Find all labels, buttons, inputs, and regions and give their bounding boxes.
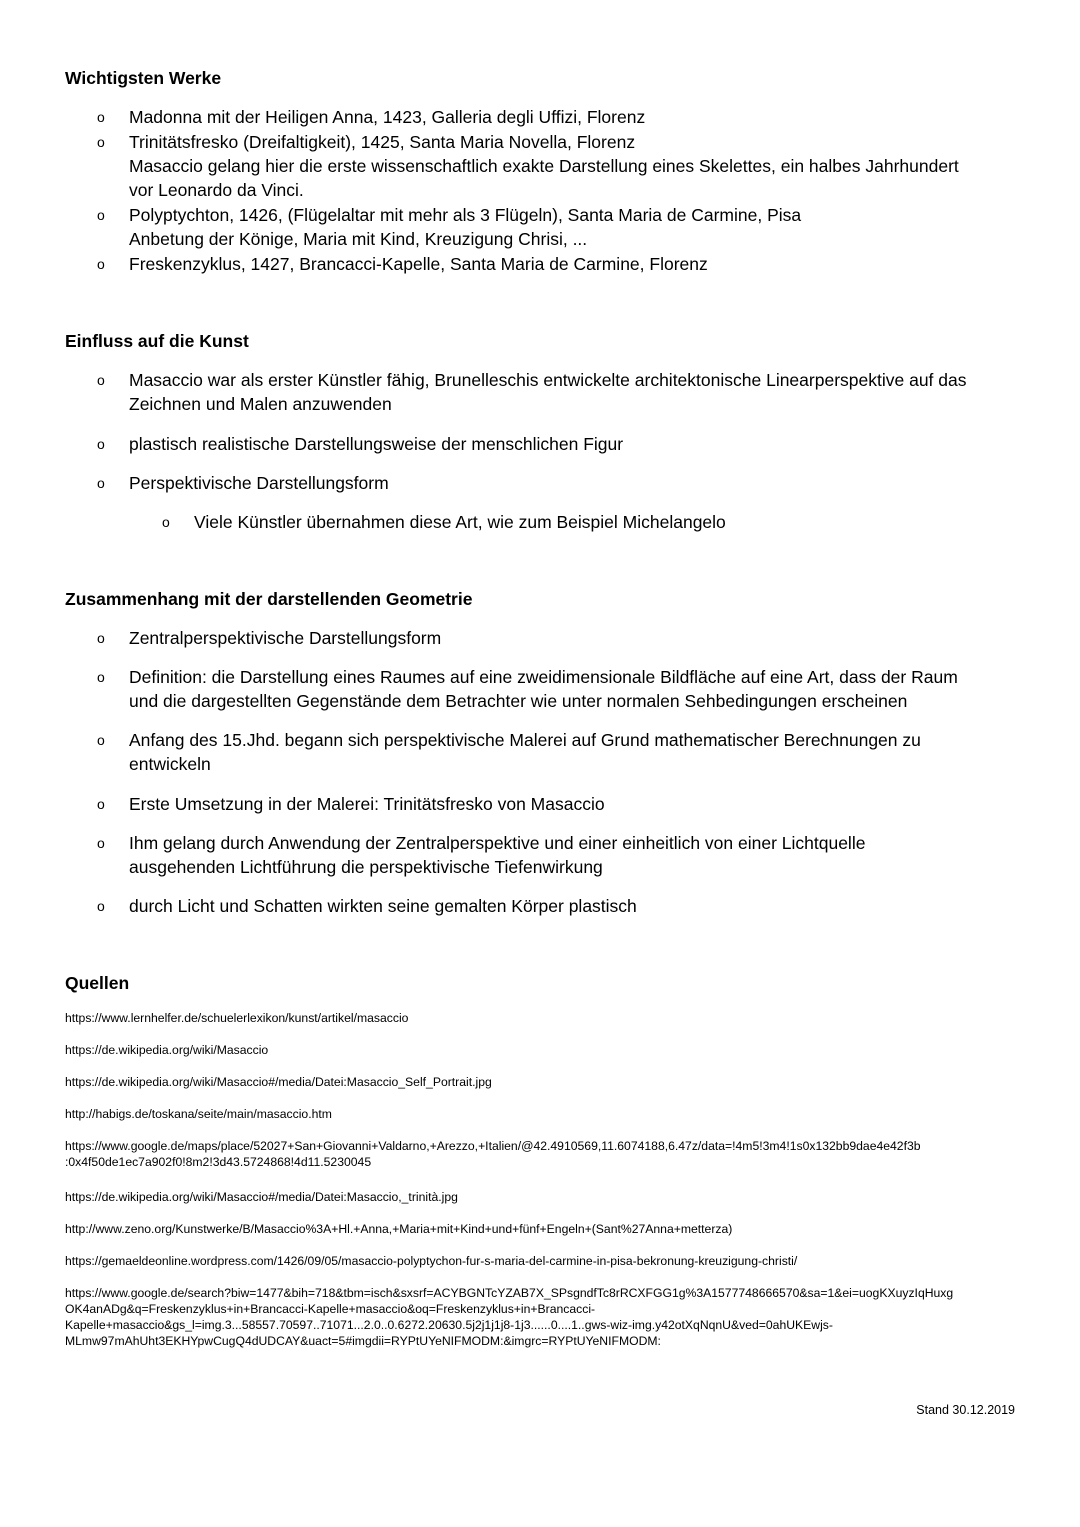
list-item-text: Definition: die Darstellung eines Raumes auf eine zweidimensionale Bildfläche auf eine Art, dass der Raum [129, 667, 958, 687]
bullet-icon: o [97, 732, 105, 748]
list-item-text: Zentralperspektivische Darstellungsform [129, 628, 442, 648]
list-item-text: Masaccio war als erster Künstler fähig, Brunelleschis entwickelte architektonische Linearperspektive auf das [129, 370, 967, 390]
bullet-icon: o [97, 669, 105, 685]
list-item-text: plastisch realistische Darstellungsweise der menschlichen Figur [129, 434, 624, 454]
source-line: http://habigs.de/toskana/seite/main/masaccio.htm [65, 1107, 332, 1121]
source-line: https://de.wikipedia.org/wiki/Masaccio [65, 1043, 269, 1057]
list-item-text: Perspektivische Darstellungsform [129, 473, 389, 493]
bullet-icon: o [97, 898, 105, 914]
heading-wichtigsten-werke: Wichtigsten Werke [65, 68, 222, 88]
list-item-text: Polyptychton, 1426, (Flügelaltar mit mehr als 3 Flügeln), Santa Maria de Carmine, Pisa [129, 205, 802, 225]
bullet-icon: o [162, 514, 170, 530]
source-link[interactable] [65, 1074, 1025, 1090]
list-item-text: Anfang des 15.Jhd. begann sich perspektivische Malerei auf Grund mathematischer Berechnungen zu [129, 730, 921, 750]
source-link[interactable] [65, 1221, 1025, 1237]
bullet-icon: o [97, 436, 105, 452]
source-link[interactable] [65, 1042, 1025, 1058]
source-line: :0x4f50de1ec7a902f0!8m2!3d43.5724868!4d11.5230045 [65, 1155, 372, 1169]
source-link[interactable] [65, 1285, 1025, 1349]
source-line: https://gemaeldeonline.wordpress.com/1426/09/05/masaccio-polyptychon-fur-s-maria-del-carmine-in-pisa-bekronung-kreuzigung-christi/ [65, 1254, 798, 1268]
heading-quellen: Quellen [65, 973, 130, 993]
source-link[interactable] [65, 1106, 1025, 1122]
source-line: https://www.lernhelfer.de/schuelerlexikon/kunst/artikel/masaccio [65, 1011, 409, 1025]
source-line: MLmw97mAhUht3EKHYpwCugQ4dUDCAY&uact=5#imgdii=RYPtUYeNIFMODM:&imgrc=RYPtUYeNIFMODM: [65, 1334, 661, 1348]
list-item-text: Madonna mit der Heiligen Anna, 1423, Galleria degli Uffizi, Florenz [129, 107, 646, 127]
bullet-icon: o [97, 372, 105, 388]
heading-einfluss-auf-die-kunst: Einfluss auf die Kunst [65, 331, 249, 351]
source-link[interactable] [65, 1010, 1025, 1026]
list-item-text: durch Licht und Schatten wirkten seine gemalten Körper plastisch [129, 896, 637, 916]
list-item-text: Viele Künstler übernahmen diese Art, wie zum Beispiel Michelangelo [194, 512, 726, 532]
bullet-icon: o [97, 207, 105, 223]
list-item-text: vor Leonardo da Vinci. [129, 180, 304, 200]
list-item-text: Trinitätsfresko (Dreifaltigkeit), 1425, Santa Maria Novella, Florenz [129, 132, 636, 152]
list-item-text: Freskenzyklus, 1427, Brancacci-Kapelle, Santa Maria de Carmine, Florenz [129, 254, 708, 274]
source-link[interactable] [65, 1138, 1025, 1170]
bullet-icon: o [97, 109, 105, 125]
list-item-text: und die dargestellten Gegenstände dem Betrachter wie unter normalen Sehbedingungen erscheinen [129, 691, 908, 711]
list-item-text: Anbetung der Könige, Maria mit Kind, Kreuzigung Chrisi, ... [129, 229, 588, 249]
bullet-icon: o [97, 256, 105, 272]
source-line: https://de.wikipedia.org/wiki/Masaccio#/media/Datei:Masaccio_Self_Portrait.jpg [65, 1075, 492, 1089]
list-item-text: Masaccio gelang hier die erste wissenschaftlich exakte Darstellung eines Skelettes, ein halbes Jahrhundert [129, 156, 959, 176]
list-item-text: entwickeln [129, 754, 211, 774]
list-item-text: Ihm gelang durch Anwendung der Zentralperspektive und einer einheitlich von einer Lichtquelle [129, 833, 866, 853]
bullet-icon: o [97, 475, 105, 491]
source-line: https://de.wikipedia.org/wiki/Masaccio#/media/Datei:Masaccio,_trinità.jpg [65, 1190, 458, 1204]
source-line: https://www.google.de/maps/place/52027+San+Giovanni+Valdarno,+Arezzo,+Italien/@42.4910569,11.6074188,6.47z/data=!4m5!3m4!1s0x132bb9dae4e42f3b [65, 1139, 921, 1153]
bullet-icon: o [97, 835, 105, 851]
source-line: OK4anADg&q=Freskenzyklus+in+Brancacci-Kapelle+masaccio&oq=Freskenzyklus+in+Brancacci- [65, 1302, 596, 1316]
source-link[interactable] [65, 1189, 1025, 1205]
source-line: http://www.zeno.org/Kunstwerke/B/Masaccio%3A+Hl.+Anna,+Maria+mit+Kind+und+fünf+Engeln+(Sant%27Anna+metterza) [65, 1222, 733, 1236]
bullet-icon: o [97, 134, 105, 150]
source-line: Kapelle+masaccio&gs_l=img.3...58557.70597..71071...2.0..0.6272.20630.5j2j1j1j8-1j3......0....1..gws-wiz-img.y42otXqNqnU&ved=0ahUKEwjs- [65, 1318, 833, 1332]
bullet-icon: o [97, 630, 105, 646]
source-link[interactable] [65, 1253, 1025, 1269]
list-item-text: ausgehenden Lichtführung die perspektivische Tiefenwirkung [129, 857, 603, 877]
date-stamp: Stand 30.12.2019 [916, 1403, 1015, 1417]
heading-zusammenhang-geometrie: Zusammenhang mit der darstellenden Geometrie [65, 589, 473, 609]
list-item-text: Zeichnen und Malen anzuwenden [129, 394, 392, 414]
bullet-icon: o [97, 796, 105, 812]
source-line: https://www.google.de/search?biw=1477&bih=718&tbm=isch&sxsrf=ACYBGNTcYZAB7X_SPsgndfTc8rRCXFGG1g%3A1577748666570&sa=1&ei=uogKXuyzIqHuxg [65, 1286, 954, 1300]
list-item-text: Erste Umsetzung in der Malerei: Trinitätsfresko von Masaccio [129, 794, 605, 814]
